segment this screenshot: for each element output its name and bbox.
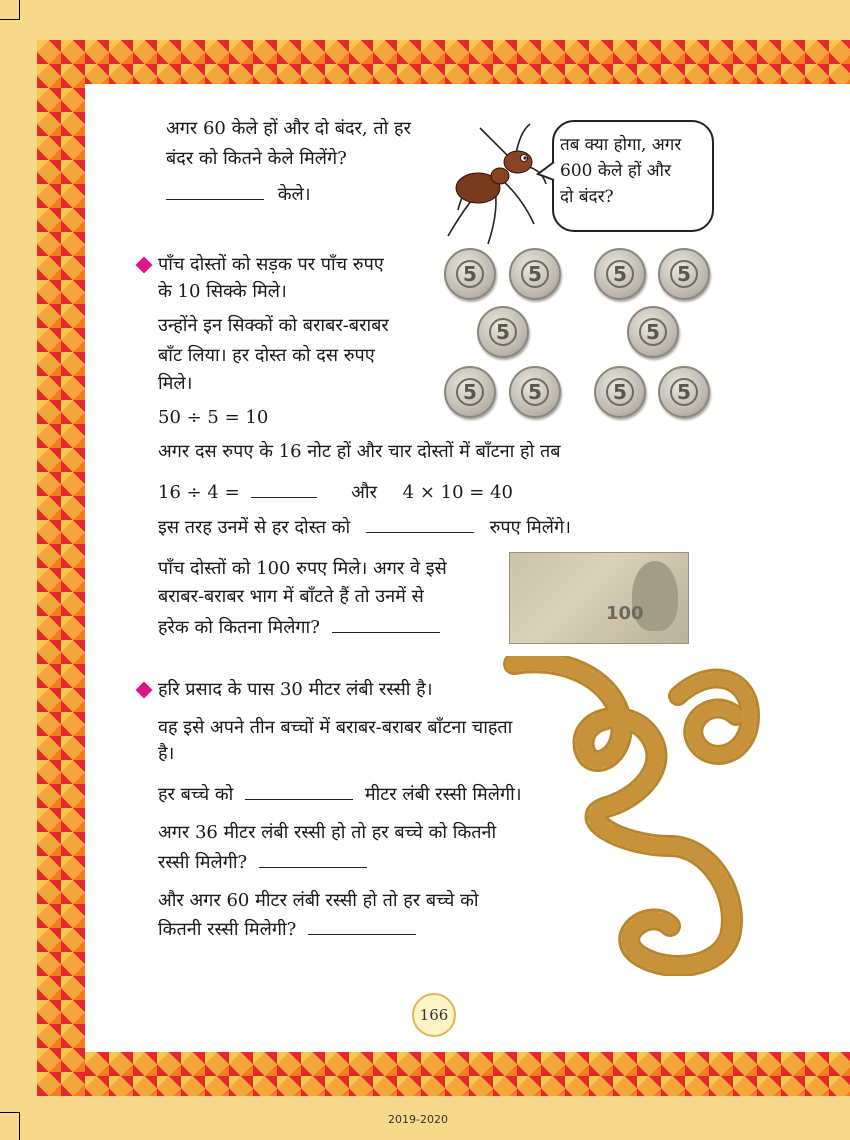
rope-line-8: [158, 912, 416, 946]
answer-blank[interactable]: [166, 177, 264, 200]
bubble-line-3: दो बंदर?: [560, 187, 614, 207]
answer-blank[interactable]: [308, 912, 416, 935]
coin-5-rupee: 5: [658, 248, 710, 300]
rope-line-1: हरि प्रसाद के पास 30 मीटर लंबी रस्सी है।: [158, 679, 433, 700]
rope-line-6-text: रस्सी मिलेगी?: [158, 852, 248, 873]
coin-5-rupee: 5: [509, 248, 561, 300]
rope-illustration: [500, 656, 770, 976]
coins-line-2: के 10 सिक्के मिले।: [158, 281, 287, 302]
rope-line-4-suffix: मीटर लंबी रस्सी मिलेगी।: [364, 784, 522, 805]
equation-row: [158, 475, 513, 509]
speech-bubble-tail: [536, 160, 558, 184]
q100-line-1: पाँच दोस्तों को 100 रुपए मिले। अगर वे इसे: [158, 558, 447, 579]
bubble-line-2: 600 केले हों और: [560, 161, 672, 181]
coins-equation: 50 ÷ 5 = 10: [158, 407, 269, 428]
crop-mark: [19, 0, 20, 20]
rope-line-7: और अगर 60 मीटर लंबी रस्सी हो तो हर बच्चे को: [158, 890, 479, 911]
q100-line-3-text: हरेक को कितना मिलेगा?: [158, 617, 320, 638]
answer-blank[interactable]: [259, 845, 367, 868]
answer-blank[interactable]: [332, 610, 440, 633]
answer-blank[interactable]: [245, 777, 353, 800]
coin-5-rupee: 5: [477, 306, 529, 358]
intro-line-2: बंदर को कितने केले मिलेंगे?: [166, 148, 347, 169]
coin-5-rupee: 5: [594, 366, 646, 418]
result-row: [158, 510, 571, 544]
coin-5-rupee: 5: [509, 366, 561, 418]
coin-5-rupee: 5: [658, 366, 710, 418]
coin-5-rupee: 5: [444, 248, 496, 300]
rope-line-2: वह इसे अपने तीन बच्चों में बराबर-बराबर बाँटना चाहता: [158, 717, 513, 738]
rope-line-3: है।: [158, 743, 175, 764]
intro-answer-suffix: केले।: [277, 184, 311, 205]
crop-mark: [0, 19, 20, 20]
coin-5-rupee: 5: [594, 248, 646, 300]
crop-mark: [19, 1112, 20, 1140]
eq2-left: 16 ÷ 4 =: [158, 482, 240, 503]
coin-5-rupee: 5: [627, 306, 679, 358]
coins-line-1: पाँच दोस्तों को सड़क पर पाँच रुपए: [158, 254, 384, 275]
decorative-border-left: [37, 40, 85, 1096]
q100-line-2: बराबर-बराबर भाग में बाँटते हैं तो उनमें से: [158, 586, 424, 607]
bubble-line-1: तब क्या होगा, अगर: [560, 135, 682, 155]
coins-line-4: बाँट लिया। हर दोस्त को दस रुपए: [158, 345, 375, 366]
banknote-100-rupee: [509, 552, 689, 644]
rope-line-5: अगर 36 मीटर लंबी रस्सी हो तो हर बच्चे को कितनी: [158, 822, 497, 843]
coins-line-5: मिले।: [158, 373, 193, 394]
rope-line-4-prefix: हर बच्चे को: [158, 784, 234, 805]
answer-blank[interactable]: [366, 510, 474, 533]
rope-line-4: [158, 777, 522, 811]
rope-line-8-text: कितनी रस्सी मिलेगी?: [158, 919, 297, 940]
decorative-border-bottom: [37, 1052, 850, 1096]
banknote-value: 100: [606, 603, 644, 624]
eq2-right: 4 × 10 = 40: [402, 482, 513, 503]
q100-line-3: [158, 610, 440, 644]
intro-answer: [166, 177, 311, 211]
speech-bubble-text: [560, 132, 704, 210]
notes-question: अगर दस रुपए के 16 नोट हों और चार दोस्तों में बाँटना हो तब: [158, 441, 561, 462]
result-suffix: रुपए मिलेंगे।: [489, 517, 571, 538]
coin-5-rupee: 5: [444, 366, 496, 418]
crop-mark: [0, 1112, 20, 1113]
eq2-and: और: [351, 482, 377, 503]
intro-line-1: अगर 60 केले हों और दो बंदर, तो हर: [166, 118, 411, 139]
coins-line-3: उन्होंने इन सिक्कों को बराबर-बराबर: [158, 315, 389, 336]
result-prefix: इस तरह उनमें से हर दोस्त को: [158, 517, 351, 538]
edition-year: 2019-2020: [388, 1113, 448, 1126]
decorative-border-top: [37, 40, 850, 84]
page-number: 166: [412, 993, 456, 1037]
rope-line-6: [158, 845, 367, 879]
answer-blank[interactable]: [251, 475, 317, 498]
